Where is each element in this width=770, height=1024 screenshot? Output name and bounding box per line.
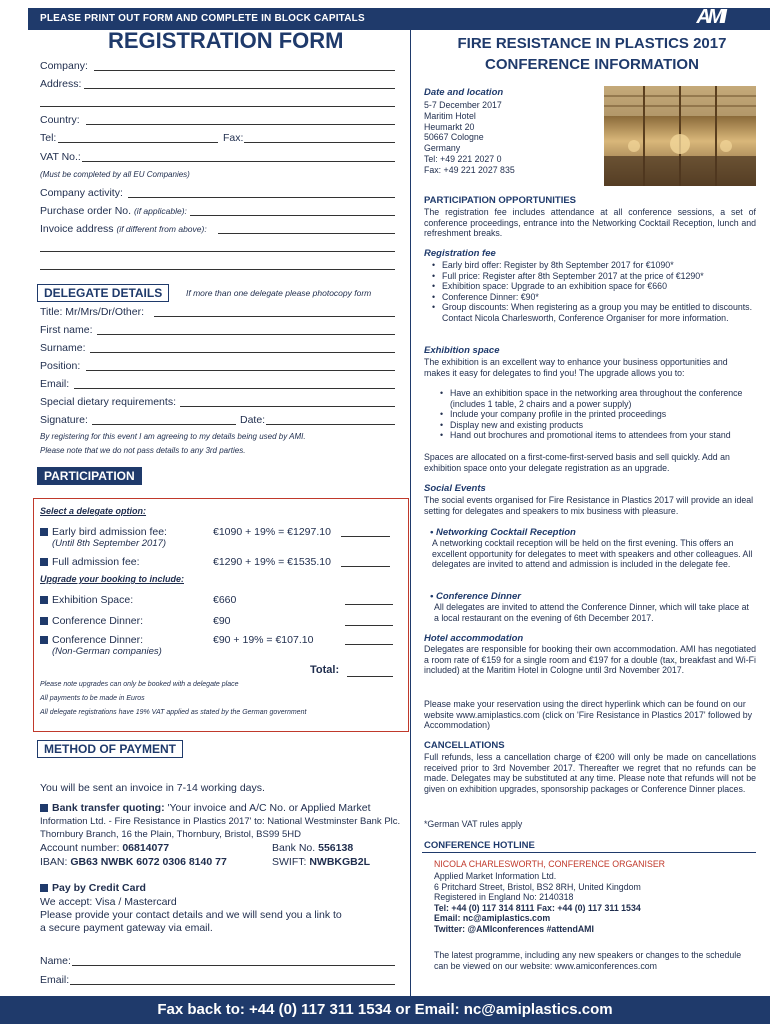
surname-label: Surname: (40, 342, 86, 354)
vat-field[interactable] (82, 161, 395, 162)
signature-label: Signature: (40, 414, 88, 426)
list-item: • Exhibition space: Upgrade to an exhibition space for €660 (440, 281, 758, 292)
ami-logo: AMI (696, 6, 724, 28)
venue-line: 5-7 December 2017 (424, 100, 502, 110)
iban-value: GB63 NWBK 6072 0306 8140 77 (70, 856, 227, 868)
address-line: Registered in England No: 2140318 (434, 892, 574, 903)
company-field[interactable] (94, 70, 395, 71)
date-label: Date: (240, 414, 266, 426)
social-events-heading: Social Events (424, 483, 486, 494)
exhibition-list (438, 388, 766, 441)
list-item: • Include your company profile in the printed proceedings (448, 409, 766, 420)
list-item: • Full price: Register after 8th September 2017 at the price of €1290* (440, 271, 758, 282)
conference-title (422, 33, 762, 75)
cocktail-heading: • Networking Cocktail Reception (430, 527, 576, 538)
delegate-details-heading: DELEGATE DETAILS (37, 284, 169, 302)
invoice-label-text: Invoice address (40, 223, 114, 235)
invoice-field-3[interactable] (40, 269, 395, 270)
bank-transfer-quote: 'Your invoice and A/C No. or Applied Market (164, 802, 371, 814)
column-divider (410, 30, 411, 996)
signature-field[interactable] (92, 424, 236, 425)
surname-field[interactable] (90, 352, 395, 353)
invoice-field[interactable] (218, 233, 395, 234)
venue-line: Maritim Hotel (424, 110, 476, 121)
exhibition-heading: Exhibition space (424, 345, 500, 356)
swift-value: NWBKGB2L (309, 856, 371, 868)
venue-line: Tel: +49 221 2027 0 (424, 153, 502, 164)
payment-name-field[interactable] (72, 965, 395, 966)
list-item: • Early bird offer: Register by 8th September 2017 for €1090* (440, 260, 758, 271)
address-line: 6 Pritchard Street, Bristol, BS2 8RH, United Kingdom (434, 881, 641, 892)
full-fee-label: Full admission fee: (52, 556, 140, 568)
hotel-text: Delegates are responsible for booking their own accommodation. AMI has negotiated a room rate of €159 for a single room and €197 for a double (tax, breakfast and Wi-Fi included) at the Maritim Hotel in Cologne until 3rd November 2017. (424, 644, 756, 676)
exhibition-amount[interactable] (345, 604, 393, 605)
email-field[interactable] (74, 388, 395, 389)
dinner-nongerman-price: €90 + 19% = €107.10 (213, 634, 314, 646)
early-bird-amount[interactable] (341, 536, 390, 537)
opportunities-text: The registration fee includes attendance at all conference sessions, a set of conference proceedings, entrance into the Networking Cocktail Reception, lunch and refreshment breaks. (424, 207, 756, 239)
cocktail-text: A networking cocktail reception will be held on the first evening. This offers an excellent opportunity for delegates to meet with speakers and other colleagues. All delegates are invited to attend and admission is included in the delegate fee. (432, 538, 753, 570)
dietary-label: Special dietary requirements: (40, 396, 176, 408)
address-field-2[interactable] (40, 106, 395, 107)
header-bar (28, 8, 770, 30)
dinner-nongerman-amount[interactable] (345, 644, 393, 645)
bank-transfer-checkbox[interactable] (40, 804, 48, 812)
vat-registration-note: All delegate registrations have 19% VAT applied as stated by the German government (40, 709, 307, 716)
first-name-field[interactable] (97, 334, 395, 335)
address-field[interactable] (84, 88, 395, 89)
conference-info-title: CONFERENCE INFORMATION (485, 56, 699, 73)
tel-field[interactable] (58, 142, 218, 143)
organiser-email[interactable]: Email: nc@amiplastics.com (434, 913, 551, 924)
venue-line: 50667 Cologne (424, 132, 484, 143)
iban-label: IBAN: (40, 856, 68, 868)
form-title: REGISTRATION FORM (108, 28, 344, 53)
venue-details (424, 100, 515, 176)
programme-note: The latest programme, including any new speakers or changes to the schedule can be viewed on our website: www.amiconferences.com (434, 950, 742, 971)
card-info-2: a secure payment gateway via email. (40, 922, 213, 934)
dinner-nongerman-option[interactable] (40, 634, 143, 646)
early-bird-checkbox[interactable] (40, 528, 48, 536)
bank-number (272, 842, 353, 854)
iban (40, 856, 227, 868)
swift-label: SWIFT: (272, 856, 307, 868)
hotline-divider (422, 852, 756, 853)
dinner-nongerman-label: Conference Dinner: (52, 634, 144, 646)
participation-heading: PARTICIPATION (37, 467, 142, 485)
upgrade-note: Please note upgrades can only be booked with a delegate place (40, 681, 239, 688)
organiser-twitter[interactable]: Twitter: @AMIconferences #attendAMI (434, 923, 594, 934)
vat-note: (Must be completed by all EU Companies) (40, 170, 190, 179)
payment-heading: METHOD OF PAYMENT (37, 740, 183, 758)
po-field[interactable] (190, 215, 395, 216)
organiser-address (434, 871, 641, 935)
card-accepted: We accept: Visa / Mastercard (40, 896, 177, 908)
payment-email-label: Email: (40, 974, 70, 986)
early-bird-option[interactable] (40, 526, 167, 538)
conference-name: FIRE RESISTANCE IN PLASTICS 2017 (457, 35, 727, 52)
german-vat-note: *German VAT rules apply (424, 819, 523, 829)
dinner-nongerman-sub: (Non-German companies) (52, 646, 162, 657)
email-label: Email: (40, 378, 70, 390)
dinner-heading: • Conference Dinner (430, 591, 521, 602)
upgrade-label: Upgrade your booking to include: (40, 574, 184, 584)
total-amount[interactable] (347, 676, 393, 677)
activity-field[interactable] (128, 197, 395, 198)
venue-line: Fax: +49 221 2027 835 (424, 164, 515, 175)
dinner-text: All delegates are invited to attend the Conference Dinner, which will take place at a local restaurant on the evening of 6th December 2017. (434, 602, 749, 623)
invoice-notice: You will be sent an invoice in 7-14 working days. (40, 782, 265, 794)
tel-label: Tel: (40, 132, 57, 144)
bank-transfer-title: Bank transfer quoting: (52, 802, 165, 814)
dinner-price: €90 (213, 615, 231, 627)
position-field[interactable] (86, 370, 395, 371)
account-number (40, 842, 169, 854)
exhibition-option[interactable] (40, 594, 133, 606)
first-name-label: First name: (40, 324, 93, 336)
bank-number-label: Bank No. (272, 842, 316, 854)
venue-line: Heumarkt 20 (424, 121, 475, 132)
list-item: • Hand out brochures and promotional items to attendees from your stand (448, 430, 766, 441)
organiser-tel: Tel: +44 (0) 117 314 8111 Fax: +44 (0) 117 311 1534 (434, 902, 641, 913)
credit-card-option[interactable] (40, 882, 146, 894)
bank-line-3: Thornbury Branch, 16 the Plain, Thornbury, Bristol, BS99 5HD (40, 829, 302, 840)
po-label (40, 205, 187, 217)
early-bird-price: €1090 + 19% = €1297.10 (213, 526, 331, 538)
venue-line: Germany (424, 143, 461, 154)
footer-bar: Fax back to: +44 (0) 117 311 1534 or Email: nc@amiplastics.com (0, 996, 770, 1024)
date-location-heading: Date and location (424, 87, 504, 98)
po-label-text: Purchase order No. (40, 205, 132, 217)
bank-line-2: Information Ltd. - Fire Resistance in Plastics 2017' to: National Westminster Bank Plc. (40, 816, 401, 827)
registration-fee-heading: Registration fee (424, 248, 496, 259)
dinner-checkbox[interactable] (40, 617, 48, 625)
dinner-label: Conference Dinner: (52, 615, 144, 627)
country-label: Country: (40, 114, 80, 126)
invoice-label (40, 223, 207, 235)
country-field[interactable] (86, 124, 395, 125)
invoice-note: (if different from above): (116, 224, 207, 234)
organiser-name: NICOLA CHARLESWORTH, CONFERENCE ORGANISER (434, 859, 666, 869)
select-delegate-label: Select a delegate option: (40, 506, 147, 516)
exhibition-note: Spaces are allocated on a first-come-first-served basis and sell quickly. Add an exhibition space onto your delegate registration as an upgrade. (424, 452, 730, 473)
consent-note: By registering for this event I am agreeing to my details being used by AMI. (40, 432, 306, 441)
registration-fee-list (430, 260, 758, 324)
dietary-field[interactable] (180, 406, 395, 407)
list-item: • Have an exhibition space in the networking area throughout the conference (includes 1 table, 2 chairs and a power supply) (448, 388, 766, 409)
full-fee-checkbox[interactable] (40, 558, 48, 566)
account-number-label: Account number: (40, 842, 120, 854)
bank-number-value: 556138 (318, 842, 354, 854)
exhibition-price: €660 (213, 594, 237, 606)
delegate-title-label: Title: Mr/Mrs/Dr/Other: (40, 306, 145, 318)
full-fee-amount[interactable] (341, 566, 390, 567)
list-item: • Conference Dinner: €90* (440, 292, 758, 303)
hotel-atrium-image (604, 86, 756, 186)
vat-label: VAT No.: (40, 151, 81, 163)
position-label: Position: (40, 360, 81, 372)
bank-transfer-line[interactable] (40, 802, 371, 814)
dinner-amount[interactable] (345, 625, 393, 626)
early-bird-sub: (Until 8th September 2017) (52, 538, 167, 549)
dinner-nongerman-checkbox[interactable] (40, 636, 48, 644)
fax-field[interactable] (244, 142, 395, 143)
address-label: Address: (40, 78, 82, 90)
exhibition-checkbox[interactable] (40, 596, 48, 604)
company-label: Company: (40, 60, 88, 72)
hotel-booking-text: Please make your reservation using the direct hyperlink which can be found on our website www.amiplastics.com (click on 'Fire Resistance in Plastics 2017' followed by Accommodation) (424, 699, 752, 731)
list-item: • Group discounts: When registering as a group you may be entitled to discounts. Contact Nicola Charlesworth, Conference Organiser for more information. (440, 302, 758, 323)
fax-label: Fax: (223, 132, 244, 144)
card-info-1: Please provide your contact details and we will send you a link to (40, 909, 342, 921)
privacy-note: Please note that we do not pass details to any 3rd parties. (40, 446, 246, 455)
invoice-field-2[interactable] (40, 251, 395, 252)
date-field[interactable] (266, 424, 395, 425)
payment-email-field[interactable] (70, 984, 395, 985)
total-label: Total: (310, 664, 340, 676)
activity-label: Company activity: (40, 187, 123, 199)
opportunities-heading: PARTICIPATION OPPORTUNITIES (424, 195, 577, 206)
delegate-title-field[interactable] (154, 316, 395, 317)
print-instruction: PLEASE PRINT OUT FORM AND COMPLETE IN BLOCK CAPITALS (40, 13, 365, 24)
social-events-text: The social events organised for Fire Resistance in Plastics 2017 will provide an ideal setting for delegates and speakers to mix business with pleasure. (424, 495, 754, 516)
full-fee-option[interactable] (40, 556, 140, 568)
po-note: (if applicable): (133, 206, 187, 216)
delegate-note: If more than one delegate please photocopy form (186, 288, 372, 298)
exhibition-label: Exhibition Space: (52, 594, 134, 606)
euro-note: All payments to be made in Euros (40, 695, 145, 702)
hotel-heading: Hotel accommodation (424, 633, 524, 644)
credit-card-title: Pay by Credit Card (52, 882, 146, 894)
address-line: Applied Market Information Ltd. (434, 871, 557, 881)
list-item: • Display new and existing products (448, 420, 766, 431)
hotel-photo (604, 86, 756, 186)
cancellations-heading: CANCELLATIONS (424, 740, 505, 751)
early-bird-label: Early bird admission fee: (52, 526, 167, 538)
hotline-heading: CONFERENCE HOTLINE (424, 840, 535, 851)
account-number-value: 06814077 (122, 842, 170, 854)
credit-card-checkbox[interactable] (40, 884, 48, 892)
cancellations-text: Full refunds, less a cancellation charge of €200 will only be made on cancellations received prior to 3rd November 2017. Thereafter we regret that no refunds can be made. Delegates may be substituted at any time. Please note that refunds will not be given on exhibition upgrades, sponsorship packages or Conference Dinner places. (424, 752, 756, 794)
dinner-option[interactable] (40, 615, 143, 627)
payment-name-label: Name: (40, 955, 71, 967)
full-fee-price: €1290 + 19% = €1535.10 (213, 556, 331, 568)
swift (272, 856, 370, 868)
exhibition-text: The exhibition is an excellent way to enhance your business opportunities and makes it easy for delegates to find you! The upgrade allows you to: (424, 357, 728, 378)
